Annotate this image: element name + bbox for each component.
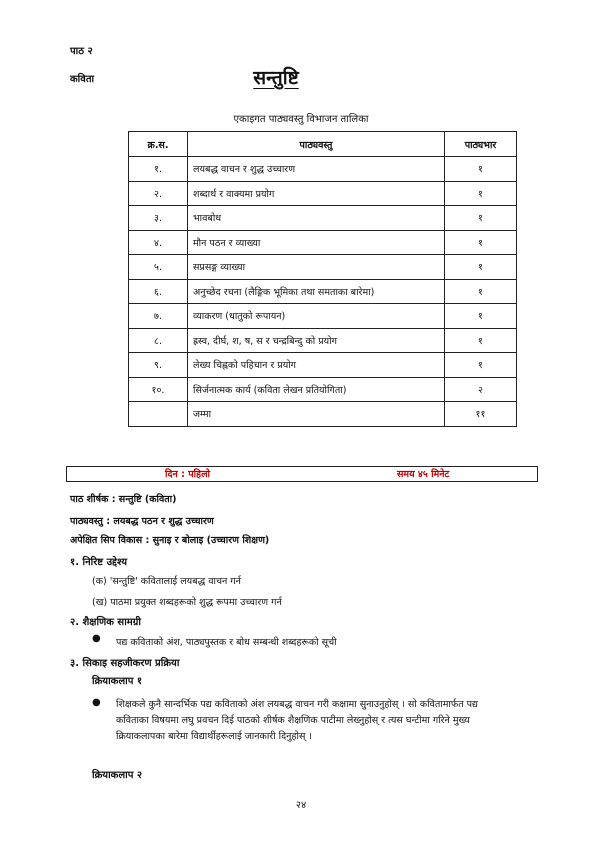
lesson-genre: कविता <box>70 74 95 85</box>
table-row <box>129 353 517 378</box>
row-content: व्याकरण (धातुको रूपायन) <box>188 304 445 329</box>
table-row <box>129 230 517 255</box>
row-serial: ८. <box>129 328 188 353</box>
material-item: पद्य कविताको अंश, पाठ्यपुस्तक र बोध सम्बन्धी शब्दहरूको सूची <box>116 637 337 648</box>
table-row <box>129 328 517 353</box>
row-serial: ९. <box>129 353 188 378</box>
session-info-box <box>66 466 538 482</box>
row-content: सिर्जनात्मक कार्य (कविता लेखन प्रतियोगिता) <box>188 377 445 402</box>
row-content: जम्मा <box>188 402 445 427</box>
objective-a: (क) 'सन्तुष्टि' कवितालाई लयबद्ध वाचन गर्न <box>92 576 241 587</box>
table-row <box>129 304 517 329</box>
row-content: ह्रस्व, दीर्घ, श, ष, स र चन्द्रबिन्दु को प्रयोग <box>188 328 445 353</box>
activity-1-line-1: शिक्षकले कुनै सान्दर्भिक पद्य कविताको अंश लयबद्ध वाचन गरी कक्षामा सुनाउनुहोस् । सो कवितामार्फत पद्य <box>116 699 479 710</box>
header-serial: क्र.स. <box>129 132 188 157</box>
row-serial: १. <box>129 157 188 182</box>
bullet-icon: ● <box>92 697 101 708</box>
row-weight: १ <box>445 353 517 378</box>
row-content: लयबद्ध वाचन र शुद्ध उच्चारण <box>188 157 445 182</box>
activity-1-text <box>116 697 536 745</box>
row-weight: १ <box>445 157 517 182</box>
row-content: सप्रसङ्ग व्याख्या <box>188 255 445 280</box>
table-row <box>129 206 517 231</box>
row-content: लेख्य चिह्नको पहिचान र प्रयोग <box>188 353 445 378</box>
header-weight: पाठ्यभार <box>445 132 517 157</box>
activity-2-heading: क्रियाकलाप २ <box>92 770 143 781</box>
table-row <box>129 157 517 182</box>
row-weight: १ <box>445 230 517 255</box>
row-weight: १ <box>445 304 517 329</box>
table-body <box>129 157 517 427</box>
session-duration: समय ४५ मिनेट <box>397 469 450 480</box>
row-serial: ३. <box>129 206 188 231</box>
session-day: दिन : पहिलो <box>165 469 210 480</box>
expected-skill: अपेक्षित सिप विकास : सुनाइ र बोलाइ (उच्चारण शिक्षण) <box>70 535 270 546</box>
bullet-icon: ● <box>92 633 101 644</box>
row-content: अनुच्छेद रचना (लैङ्गिक भूमिका तथा समताका बारेमा) <box>188 279 445 304</box>
row-weight: ११ <box>445 402 517 427</box>
row-weight: १ <box>445 255 517 280</box>
materials-heading: २. शैक्षणिक सामग्री <box>70 617 141 628</box>
row-weight: २ <box>445 377 517 402</box>
lesson-number: पाठ २ <box>70 46 93 57</box>
activity-1-line-3: क्रियाकलापका बारेमा विद्यार्थीहरूलाई जानकारी दिनुहोस् । <box>116 731 312 742</box>
objective-b: (ख) पाठमा प्रयुक्त शब्दहरूको शुद्ध रूपमा उच्चारण गर्न <box>92 597 282 608</box>
row-content: शब्दार्थ र वाक्यमा प्रयोग <box>188 181 445 206</box>
header-content: पाठ्यवस्तु <box>188 132 445 157</box>
row-serial: २. <box>129 181 188 206</box>
row-serial <box>129 402 188 427</box>
activity-1-heading: क्रियाकलाप १ <box>92 676 143 687</box>
lesson-content: पाठ्यवस्तु : लयबद्ध पठन र शुद्ध उच्चारण <box>70 516 214 527</box>
objectives-heading: १. निरिष्ट उद्देश्य <box>70 557 127 568</box>
table-header-row <box>129 132 517 157</box>
lesson-topic: पाठ शीर्षक : सन्तुष्टि (कविता) <box>70 494 177 505</box>
page-title-text: सन्तुष्टि <box>253 67 299 89</box>
row-content: भावबोध <box>188 206 445 231</box>
page-title <box>0 64 602 90</box>
row-content: मौन पठन र व्याख्या <box>188 230 445 255</box>
row-serial: १०. <box>129 377 188 402</box>
row-weight: १ <box>445 206 517 231</box>
row-serial: ७. <box>129 304 188 329</box>
page-number: २४ <box>295 800 307 811</box>
row-weight: १ <box>445 328 517 353</box>
content-distribution-table <box>128 131 517 427</box>
table-row <box>129 402 517 427</box>
table-row <box>129 255 517 280</box>
table-row <box>129 377 517 402</box>
row-weight: १ <box>445 181 517 206</box>
row-weight: १ <box>445 279 517 304</box>
activity-1-line-2: कविताका विषयमा लघु प्रवचन दिई पाठको शीर्षक शैक्षणिक पाटीमा लेख्नुहोस् र त्यस घन्टीमा गरिने मुख्य <box>116 715 470 726</box>
row-serial: ५. <box>129 255 188 280</box>
table-caption: एकाइगत पाठ्यवस्तु विभाजन तालिका <box>233 114 369 125</box>
process-heading: ३. सिकाइ सहजीकरण प्रक्रिया <box>70 658 180 669</box>
table-row <box>129 279 517 304</box>
row-serial: ४. <box>129 230 188 255</box>
table-row <box>129 181 517 206</box>
row-serial: ६. <box>129 279 188 304</box>
